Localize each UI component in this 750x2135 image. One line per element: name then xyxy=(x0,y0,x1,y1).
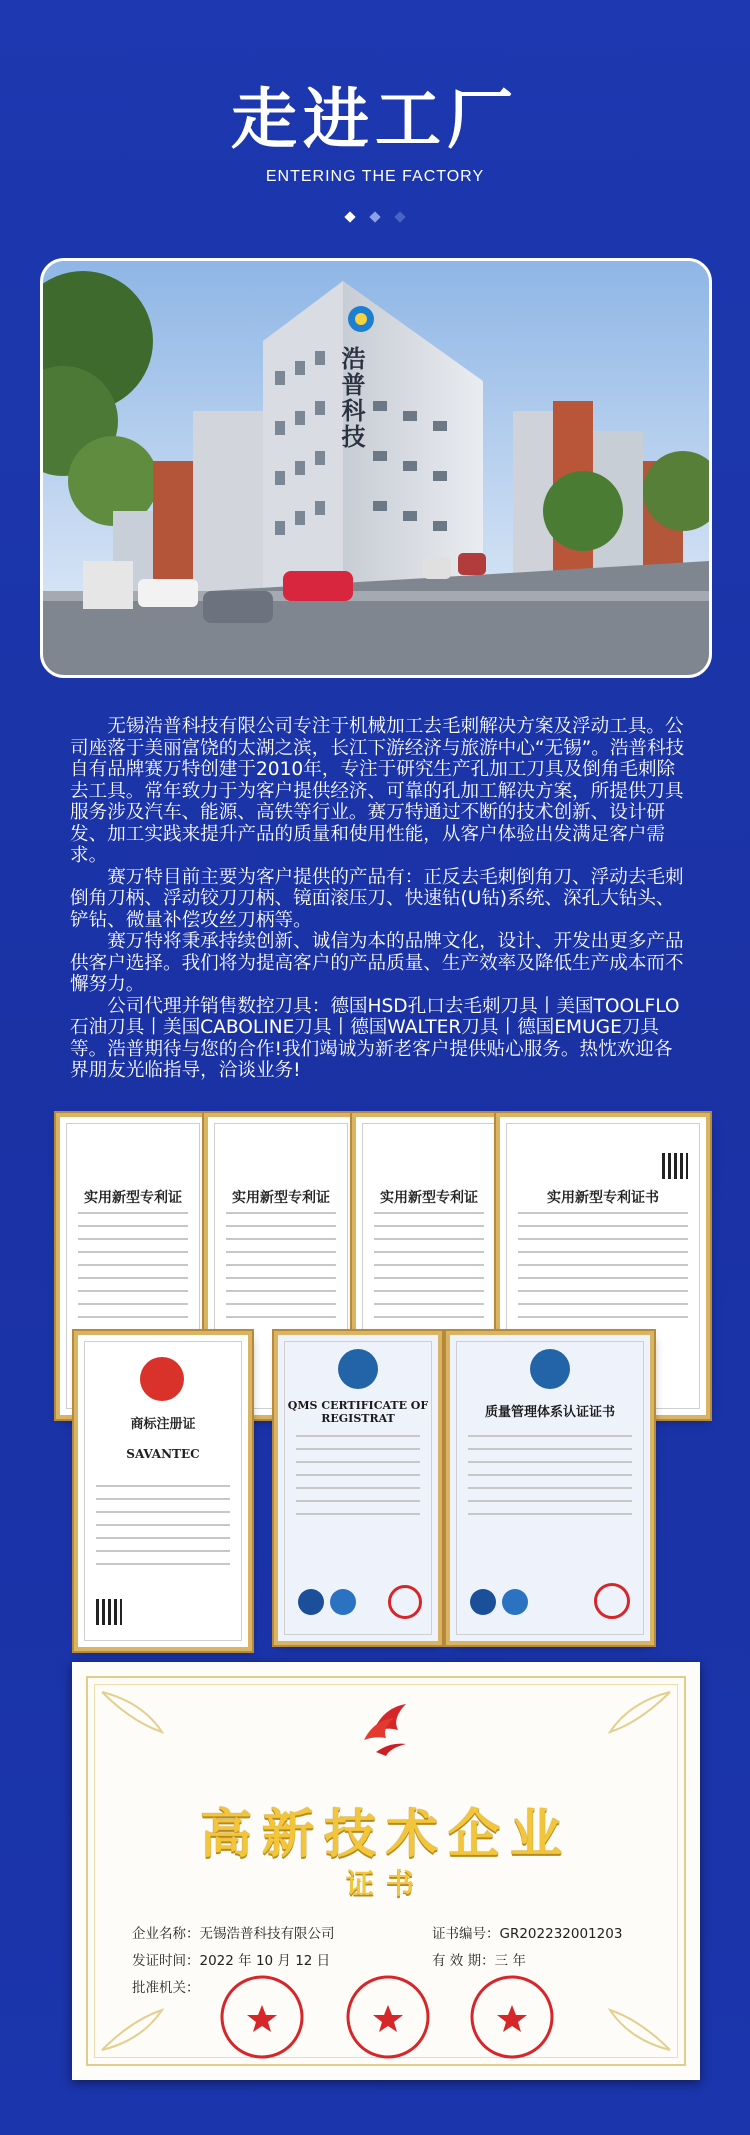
building-sign: 浩普科技 xyxy=(337,346,365,450)
certificate-number-field: 证书编号：GR202232001203 xyxy=(432,1926,623,1942)
cnas-logo-icon xyxy=(330,1589,356,1615)
dot-active-icon xyxy=(344,211,355,222)
approver-field: 批准机关： xyxy=(132,1980,200,1996)
patent-certificate: 实用新型专利证书 xyxy=(500,1117,706,1415)
iaf-logo-icon xyxy=(470,1589,496,1615)
intro-paragraph: 赛万特目前主要为客户提供的产品有：正反去毛刺倒角刀、浮动去毛刺倒角刀柄、浮动铰刀刀柄、镜面滚压刀、快速钻(U钻)系统、深孔大钻头、铲钻、微量补偿攻丝刀柄等。 xyxy=(70,866,684,931)
hitech-subtitle: 证书 xyxy=(345,1867,426,1900)
carousel-dots xyxy=(0,206,750,220)
factory-building-illustration xyxy=(43,261,709,675)
patent-certificate: 实用新型专利证 xyxy=(208,1117,354,1415)
iaf-logo-icon xyxy=(298,1589,324,1615)
dot-icon xyxy=(394,211,405,222)
globe-logo-icon xyxy=(530,1349,570,1389)
factory-photo xyxy=(40,258,712,678)
validity-field: 有 效 期：三 年 xyxy=(432,1953,526,1969)
quality-system-certificate: 质量管理体系认证证书 xyxy=(450,1335,650,1641)
trademark-certificate: 商标注册证 SAVANTEC xyxy=(78,1335,248,1647)
company-intro xyxy=(70,716,690,1082)
dot-icon xyxy=(369,211,380,222)
qr-code-icon xyxy=(662,1153,688,1179)
seal-icon xyxy=(594,1583,630,1619)
globe-logo-icon xyxy=(338,1349,378,1389)
intro-paragraph: 公司代理并销售数控刀具：德国HSD孔口去毛刺刀具丨美国TOOLFLO石油刀具丨美国CABOLINE刀具丨德国WALTER刀具丨德国EMUGE刀具等。浩普期待与您的合作!我们竭诚为新老客户提供贴心服务。热忱欢迎各界朋友光临指导，洽谈业务! xyxy=(70,995,680,1081)
issue-date-field: 发证时间：2022 年 10 月 12 日 xyxy=(132,1953,331,1969)
intro-paragraph: 无锡浩普科技有限公司专注于机械加工去毛刺解决方案及浮动工具。公司座落于美丽富饶的太湖之滨，长江下游经济与旅游中心“无锡”。浩普科技自有品牌赛万特创建于2010年，专注于研究生产孔加工刀具及倒角毛刺除去工具。常年致力于为客户提供经济、可靠的孔加工解决方案，所提供刀具服务涉及汽车、能源、高铁等行业。赛万特通过不断的技术创新、设计研发、加工实践来提升产品的质量和使用性能，从客户体验出发满足客户需求。 xyxy=(70,716,685,866)
page-title: 走进工厂 xyxy=(231,81,519,158)
intro-paragraph: 赛万特将秉承持续创新、诚信为本的品牌文化，设计、开发出更多产品供客户选择。我们将为提高客户的产品质量、生产效率及降低生产成本而不懈努力。 xyxy=(70,931,684,995)
flame-emblem-icon xyxy=(364,1704,406,1756)
patent-certificate: 实用新型专利证 xyxy=(356,1117,502,1415)
page-subtitle: ENTERING THE FACTORY xyxy=(265,168,485,185)
company-name-field: 企业名称：无锡浩普科技有限公司 xyxy=(132,1926,335,1942)
hitech-title: 高新技术企业 xyxy=(199,1805,572,1865)
cnas-logo-icon xyxy=(502,1589,528,1615)
emblem-icon xyxy=(140,1357,184,1401)
seal-icon xyxy=(388,1585,422,1619)
hitech-enterprise-certificate xyxy=(72,1662,700,2080)
certificates-gallery xyxy=(60,1117,710,1647)
qr-code-icon xyxy=(96,1599,122,1625)
patent-certificate: 实用新型专利证 xyxy=(60,1117,206,1415)
qms-certificate: QMS CERTIFICATE OF REGISTRAT xyxy=(278,1335,438,1641)
